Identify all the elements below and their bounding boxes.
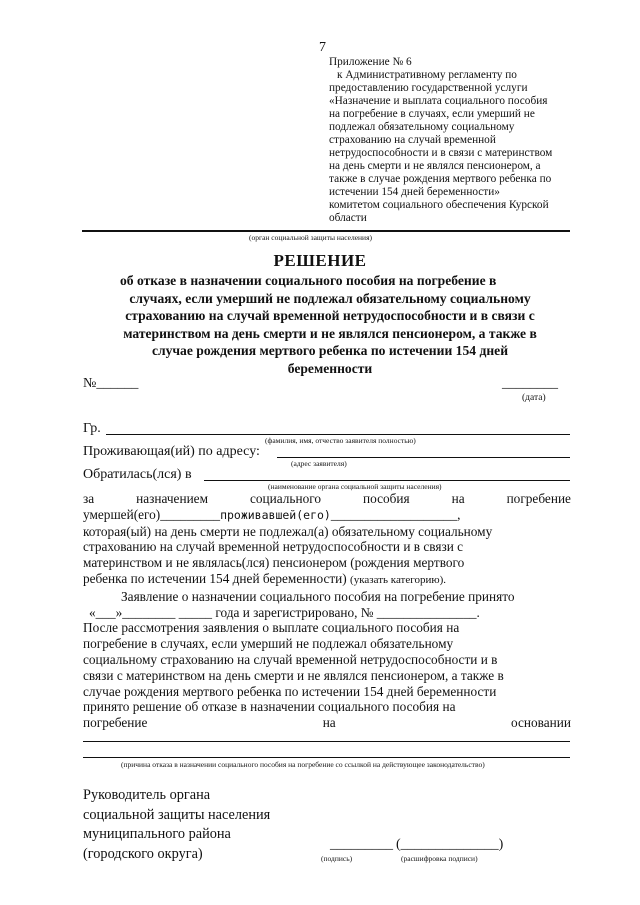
word: погребение (506, 491, 571, 506)
word: погребение (83, 715, 148, 731)
appendix-line: комитетом социального обеспечения Курской (329, 199, 549, 211)
appendix-line: на погребение в случаях, если умерший не (329, 108, 535, 120)
text-line (83, 507, 571, 524)
reason-line (83, 757, 570, 758)
word: за (83, 491, 95, 506)
appendix-title: Приложение № 6 (329, 56, 412, 68)
category-hint: (указать категорию). (350, 573, 447, 586)
address-line (277, 457, 570, 458)
date-blank: ________ (502, 376, 558, 391)
word: социального (249, 491, 322, 506)
text-fragment: ребенка по истечении 154 дней беременности) (83, 570, 347, 586)
appendix-line: подлежал обязательному социальному (329, 121, 515, 133)
text-line: случае рождения мертвого ребенка по истечении 154 дней беременности (83, 683, 497, 699)
citizen-caption: (фамилия, имя, отчество заявителя полностью) (265, 436, 416, 445)
signature-decode-caption: (расшифровка подписи) (401, 854, 478, 863)
signature-line: муниципального района (83, 826, 231, 842)
appendix-line: нетрудоспособности и в связи с материнством (329, 147, 553, 159)
appendix-line: истечении 154 дней беременности» (329, 186, 500, 198)
address-caption: (адрес заявителя) (291, 459, 347, 468)
appendix-line: к Административному регламенту по (337, 69, 517, 81)
subtitle-line: случае рождения мертвого ребенка по истечении 154 дней (151, 343, 509, 358)
reason-line (83, 741, 570, 742)
text-line: связи с материнством на день смерти и не являлся пенсионером, а также в (83, 667, 504, 683)
appendix-line: на день смерти и не являлся пенсионером, а (329, 160, 541, 172)
signature-line: (городского округа) (83, 845, 203, 862)
organ-caption: (орган социальной защиты населения) (249, 233, 373, 242)
text-line: Заявление о назначении социального пособия на погребение принято (121, 588, 515, 604)
deceased-blank: умершей(его)_________ (83, 506, 221, 522)
signature-blank: _________ (330, 837, 393, 852)
reason-caption: (причина отказа в назначении социального пособия на погребение со ссылкой на действующее законодательство) (121, 760, 485, 769)
appendix-line: также в случае рождения мертвого ребенка по (329, 173, 552, 185)
decision-text (83, 491, 571, 731)
decision-number: №______ (83, 376, 139, 391)
subtitle-line: об отказе в назначении социального пособия на погребение в (120, 273, 497, 288)
text-line: принято решение об отказе в назначении социального пособия на (83, 699, 456, 715)
applied-line (204, 480, 570, 481)
text-line (83, 491, 571, 507)
text-line: которая(ый) на день смерти не подлежал(а) обязательному социальному (83, 523, 493, 539)
text-line: материнством и не являлась(лся) пенсионером (рождения мертвого (83, 555, 465, 571)
signature-caption: (подпись) (321, 854, 353, 863)
resided-label: проживавшей(его) (220, 507, 331, 522)
address-label: Проживающая(ий) по адресу: (83, 444, 260, 459)
citizen-label: Гр. (83, 421, 101, 436)
word: основании (511, 715, 571, 731)
subtitle-line: случаях, если умерший не подлежал обязательному социальному (129, 290, 531, 306)
signature-line: социальной защиты населения (83, 806, 271, 823)
signature-block (83, 786, 270, 864)
word: на (451, 491, 465, 506)
document-title: РЕШЕНИЕ (273, 251, 367, 270)
signature-line: Руководитель органа (83, 787, 211, 803)
text-line: страхованию на случай временной нетрудоспособности и в связи с (83, 539, 464, 555)
date-caption: (дата) (522, 393, 546, 403)
word: пособия (362, 491, 410, 506)
text-line (83, 571, 571, 589)
subtitle-line: материнством на день смерти и не являлся пенсионером, а также в (123, 325, 537, 341)
applied-label: Обратилась(лся) в (83, 467, 192, 482)
appendix-line: «Назначение и выплата социального пособия (329, 95, 548, 107)
appendix-line: страхованию на случай временной (329, 134, 496, 146)
document-subtitle (90, 272, 570, 377)
resided-blank: ___________________, (330, 506, 461, 522)
word: назначением (136, 491, 209, 506)
text-line: погребение в случаях, если умерший не подлежал обязательному (83, 636, 454, 652)
citizen-line (106, 434, 570, 435)
text-line: После рассмотрения заявления о выплате социального пособия на (83, 620, 460, 636)
signature-decode-blank: (______________) (396, 837, 504, 852)
page-number: 7 (319, 40, 326, 55)
text-line: «___»________ _____ года и зарегистрировано, № _______________. (89, 604, 480, 620)
text-line (83, 715, 571, 731)
appendix-line: предоставлению государственной услуги (329, 82, 528, 94)
appendix-header (329, 56, 579, 225)
organ-line (82, 230, 570, 232)
text-line: социальному страхованию на случай временной нетрудоспособности и в (83, 651, 498, 667)
subtitle-line: беременности (287, 360, 373, 376)
applied-caption: (наименование органа социальной защиты населения) (268, 482, 442, 491)
subtitle-line: страхованию на случай временной нетрудоспособности и в связи с (125, 308, 535, 323)
appendix-line: области (329, 212, 367, 224)
word: на (322, 715, 336, 731)
